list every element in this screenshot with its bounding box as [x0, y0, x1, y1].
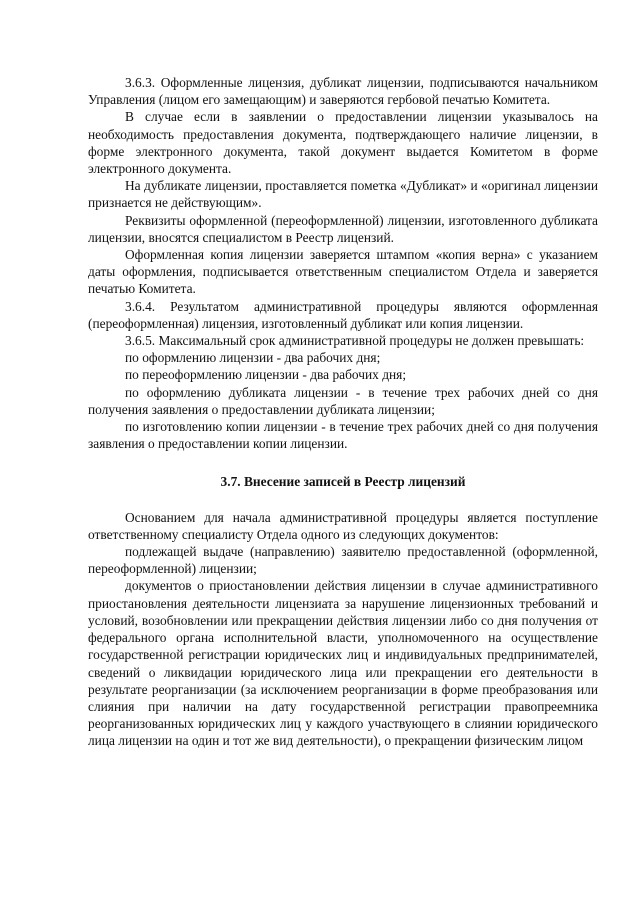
paragraph-copy-certification: Оформленная копия лицензии заверяется штампом «копия верна» с указанием даты оформления, подписывается ответственным специалистом Отдела и заверяется печатью Комитета. — [88, 247, 598, 297]
paragraph-3-6-5: 3.6.5. Максимальный срок административной процедуры не должен превышать: — [125, 333, 585, 349]
paragraph-registry-details: Реквизиты оформленной (переоформленной) лицензии, изготовленного дубликата лицензии, вносятся специалистом в Реестр лицензий. — [88, 212, 598, 245]
list-item: по изготовлению копии лицензии - в течение трех рабочих дней со дня получения заявления о предоставлении копии лицензии. — [88, 419, 598, 452]
paragraph-duplicate-mark: На дубликате лицензии, проставляется пометка «Дубликат» и «оригинал лицензии признается не действующим». — [88, 178, 598, 211]
list-item: по переоформлению лицензии - два рабочих дня; — [125, 367, 407, 383]
list-item: по оформлению лицензии - два рабочих дня; — [125, 350, 381, 366]
section-heading: 3.7. Внесение записей в Реестр лицензий — [220, 474, 466, 490]
paragraph-3-6-3: 3.6.3. Оформленные лицензия, дубликат лицензии, подписываются начальником Управления (лицом его замещающим) и заверяются гербовой печатью Комитета. — [88, 75, 598, 108]
deadline-list — [88, 349, 598, 452]
list-item: по оформлению дубликата лицензии - в течение трех рабочих дней со дня получения заявления о предоставлении дубликата лицензии; — [88, 384, 598, 417]
paragraph-3-6-4: 3.6.4. Результатом административной процедуры являются оформленная (переоформленная) лицензия, изготовленный дубликат или копия лицензии. — [88, 298, 598, 331]
paragraph-grounds: Основанием для начала административной процедуры является поступление ответственному специалисту Отдела одного из следующих документов: — [88, 509, 598, 542]
list-item: документов о приостановлении действия лицензии в случае административного приостановления деятельности лицензиата за нарушение лицензионных требований и условий, возобновлении или прекращении действия лицензии либо со дня получения от федерального органа исполнительной власти, уполномоченного на осуществление государственной регистрации юридических лиц и индивидуальных предпринимателей, сведений о ликвидации юридического лица или прекращении его деятельности в результате реорганизации (за исключением реорганизации в форме преобразования или слияния при наличии на дату государственной регистрации правопреемника реорганизованных юридических лиц у каждого участвующего в слиянии юридического лица лицензии на один и тот же вид деятельности), о прекращении физическим лицом — [88, 578, 598, 749]
document-page — [88, 74, 598, 750]
paragraph-electronic-document: В случае если в заявлении о предоставлении лицензии указывалось на необходимость предоставления документа, подтверждающего наличие лицензии, в форме электронного документа, такой документ выдается Комитетом в форме электронного документа. — [88, 109, 598, 177]
list-item: подлежащей выдаче (направлению) заявителю предоставленной (оформленной, переоформленной) лицензии; — [88, 544, 598, 577]
